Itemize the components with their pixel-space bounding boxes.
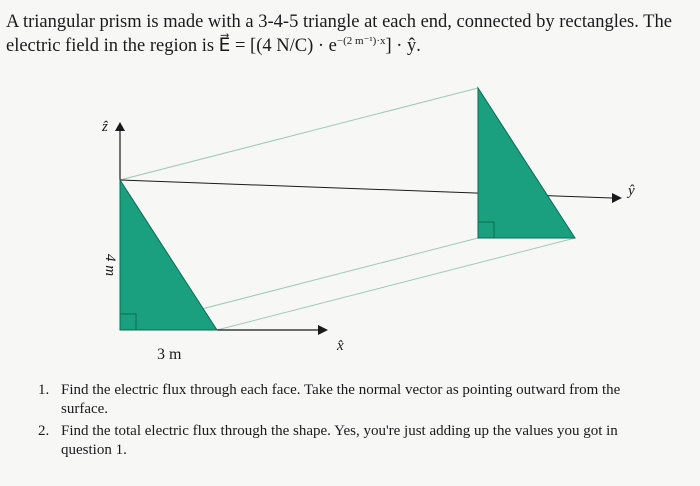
question-number: 1. (38, 382, 50, 398)
z-axis-label: ẑ (102, 119, 108, 135)
question-text: Find the total electric flux through the shape. Yes, you're just adding up the values you got in question 1. (61, 423, 618, 458)
bottom-back-edge-line (217, 238, 575, 330)
question-item (38, 381, 668, 419)
problem-line-2-prefix: electric field in the region is (6, 36, 219, 56)
x-axis-label: x̂ (337, 338, 344, 354)
field-lhs: E⃗ = [(4 N/C) · e (218, 36, 337, 56)
height-label: 4 m (102, 253, 118, 277)
top-edge-line (120, 88, 478, 180)
field-rhs: ] · ŷ. (385, 36, 421, 56)
question-number: 2. (38, 423, 50, 439)
x-axis-arrowhead (318, 325, 328, 335)
question-list (38, 381, 668, 463)
back-triangle-face (478, 88, 575, 238)
question-text: Find the electric flux through each face. Take the normal vector as pointing outward from the surface. (61, 382, 621, 417)
problem-line-1: A triangular prism is made with a 3-4-5 triangle at each end, connected by rectangles. The (6, 12, 672, 32)
base-label: 3 m (157, 346, 182, 363)
question-item (38, 422, 668, 460)
z-axis-arrowhead (115, 122, 125, 131)
front-triangle-face (120, 180, 217, 330)
y-axis-label: ŷ (628, 183, 635, 199)
field-exponent: −(2 m⁻¹)·x (336, 34, 386, 47)
y-axis-arrowhead (612, 193, 622, 203)
